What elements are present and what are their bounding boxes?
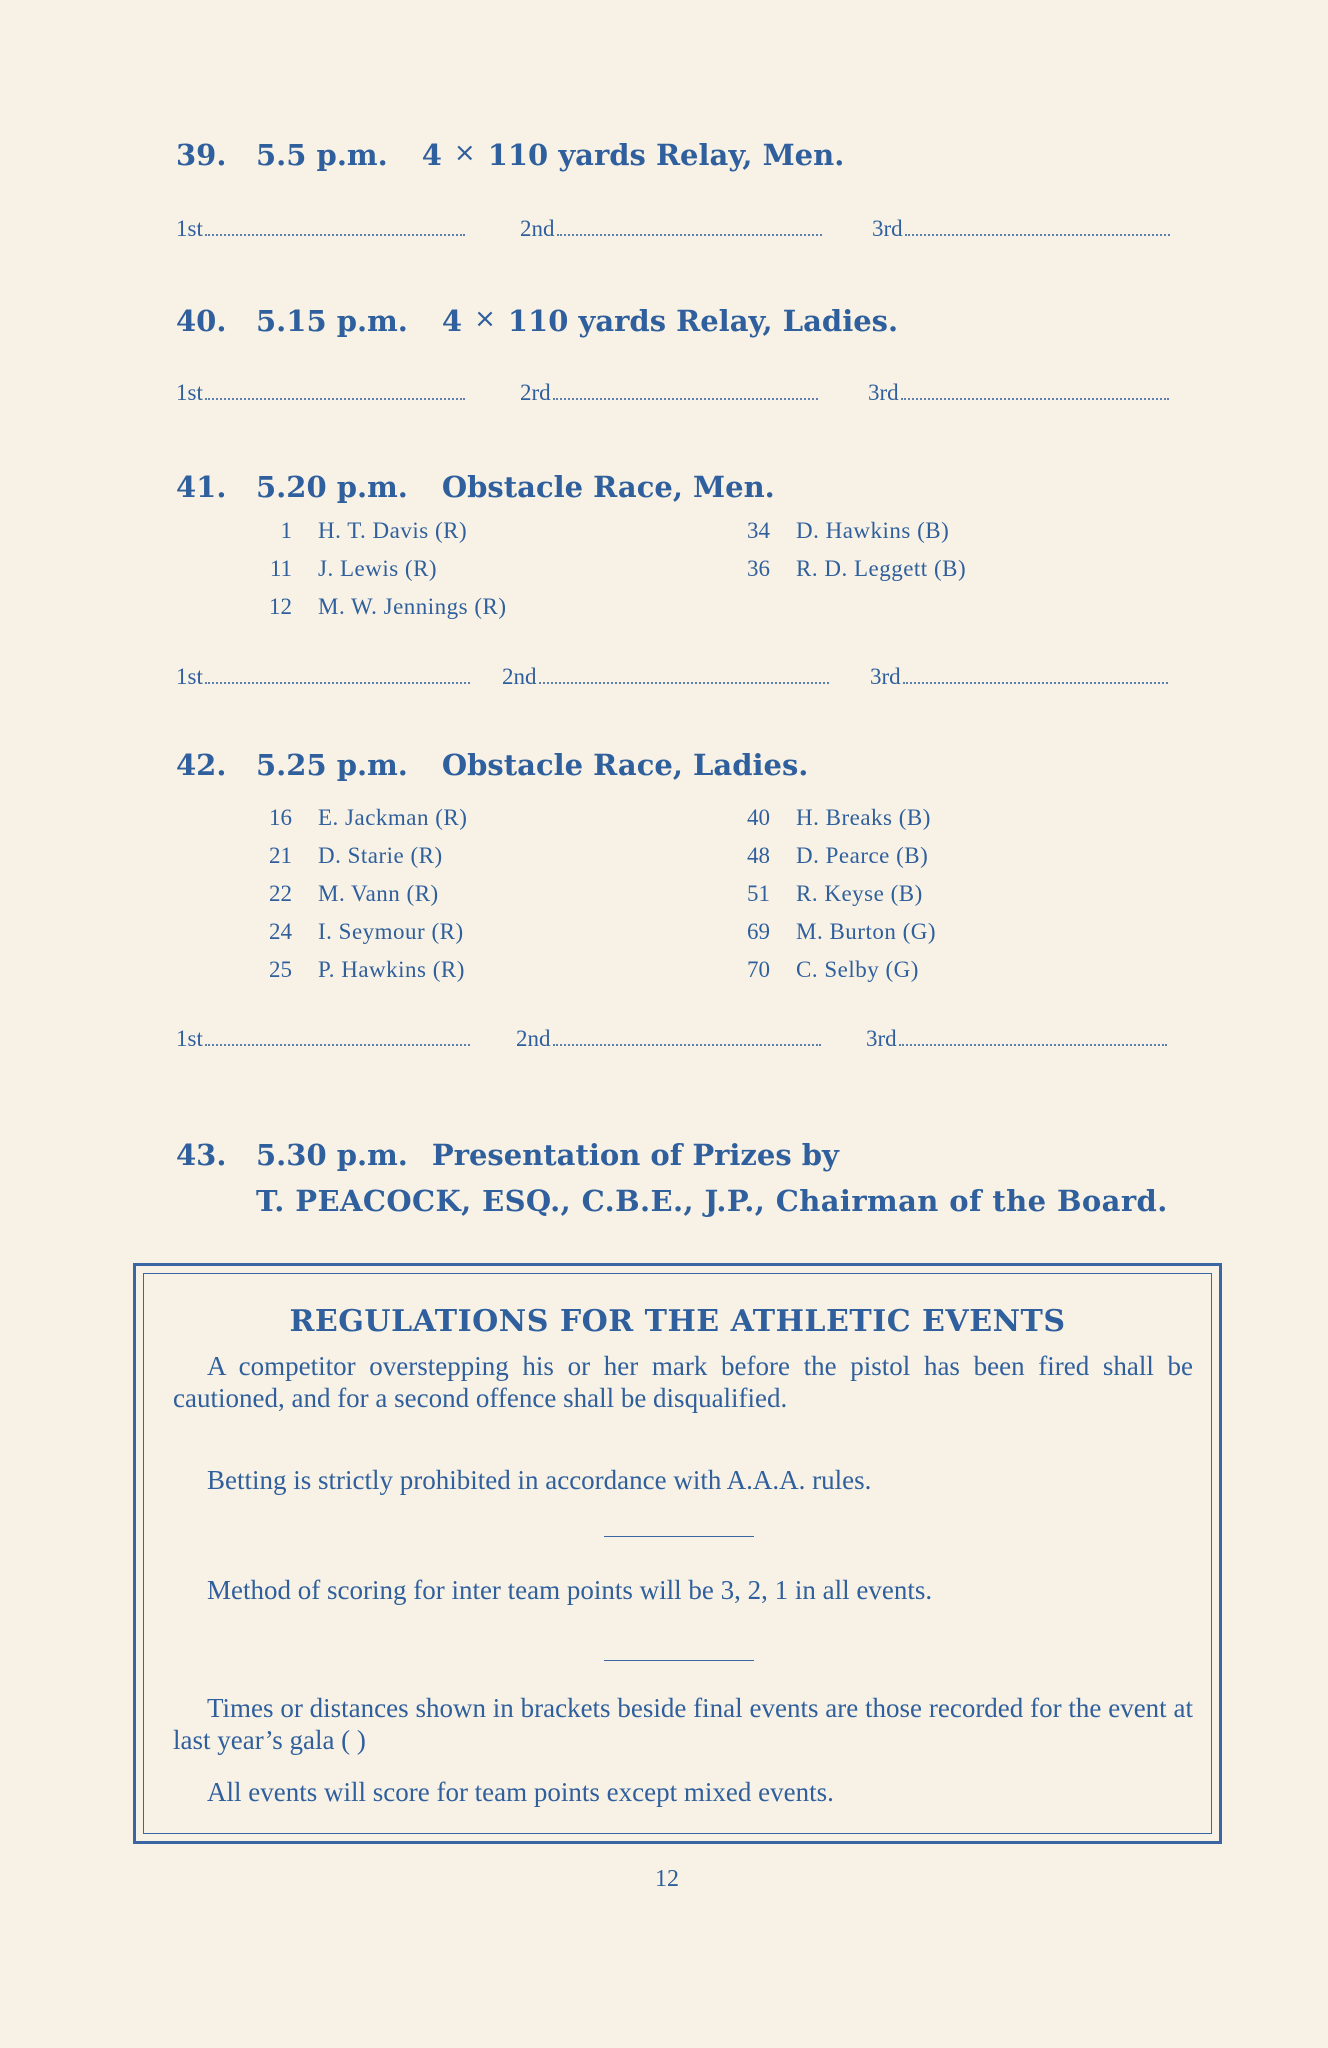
event-39-places	[176, 216, 1176, 250]
relay-count: 4	[441, 304, 463, 338]
entry-number: 48	[747, 843, 770, 868]
entry-number: 70	[747, 957, 770, 982]
entry-name: I. Seymour (R)	[318, 919, 464, 944]
event-39-heading	[176, 138, 1176, 172]
regulations-title: REGULATIONS FOR THE ATHLETIC EVENTS	[289, 1304, 1066, 1339]
event-title: 110 yards Relay, Ladies.	[507, 304, 899, 338]
event-number: 40.	[176, 304, 227, 338]
relay-count: 4	[421, 138, 442, 172]
entry-row	[730, 512, 966, 550]
regulation-scoring: Method of scoring for inter team points will be 3, 2, 1 in all events.	[207, 1575, 933, 1605]
event-42-entries-right	[730, 799, 936, 989]
entry-number: 36	[747, 556, 770, 581]
entry-name: R. D. Leggett (B)	[796, 556, 967, 581]
times-sign: ×	[453, 138, 476, 168]
place-third-label: 3rd	[870, 664, 901, 689]
place-second-label: 2rd	[520, 380, 551, 405]
place-first-label: 1st	[176, 380, 203, 405]
entry-row	[730, 550, 966, 588]
place-second-label: 2nd	[502, 664, 537, 689]
regulation-betting: Betting is strictly prohibited in accordance with A.A.A. rules.	[207, 1465, 872, 1495]
entry-row	[730, 913, 936, 951]
event-time: 5.5 p.m.	[256, 138, 388, 172]
entry-row	[252, 875, 467, 913]
entry-name: M. W. Jennings (R)	[318, 594, 507, 619]
regulation-records: Times or distances shown in brackets beside final events are those recorded for the event at last year’s gala ( )	[173, 1693, 1193, 1755]
entry-number: 25	[269, 957, 292, 982]
place-first-line	[205, 664, 470, 684]
event-42-entries-left	[252, 799, 467, 989]
times-sign: ×	[474, 304, 496, 334]
entry-row	[730, 951, 936, 989]
place-third-line	[901, 380, 1169, 400]
place-second-line	[557, 216, 822, 236]
entry-row	[252, 799, 467, 837]
entry-number: 69	[747, 919, 770, 944]
place-first-line	[205, 380, 465, 400]
entry-number: 1	[280, 518, 292, 543]
presenter-name: T. PEACOCK, ESQ., C.B.E., J.P., Chairman of the Board.	[256, 1184, 1168, 1218]
regulations-box	[133, 1263, 1222, 1844]
entry-name: D. Pearce (B)	[796, 843, 929, 868]
event-number: 43.	[176, 1138, 227, 1172]
entry-name: R. Keyse (B)	[796, 881, 923, 906]
event-41-places	[176, 664, 1176, 698]
place-first-label: 1st	[176, 1026, 203, 1051]
place-first-label: 1st	[176, 664, 203, 689]
event-title: Presentation of Prizes by	[431, 1138, 839, 1172]
regulations-inner-frame	[143, 1273, 1212, 1834]
entry-row	[252, 512, 507, 550]
entry-row	[252, 951, 467, 989]
place-third-label: 3rd	[872, 216, 903, 241]
event-42-heading	[176, 748, 1176, 782]
entry-row	[730, 837, 936, 875]
entry-number: 40	[747, 805, 770, 830]
place-third-label: 3rd	[866, 1026, 897, 1051]
entry-name: M. Burton (G)	[796, 919, 937, 944]
place-second-line	[553, 1026, 821, 1046]
event-time: 5.30 p.m.	[256, 1138, 408, 1172]
entry-number: 51	[747, 881, 770, 906]
place-third-line	[903, 664, 1168, 684]
event-41-heading	[176, 470, 1176, 504]
entry-name: C. Selby (G)	[796, 957, 919, 982]
entry-name: J. Lewis (R)	[318, 556, 438, 581]
event-40-heading	[176, 304, 1176, 338]
event-time: 5.25 p.m.	[256, 748, 408, 782]
entry-name: H. T. Davis (R)	[318, 518, 468, 543]
place-second-line	[539, 664, 829, 684]
event-time: 5.15 p.m.	[256, 304, 408, 338]
place-first-line	[205, 216, 465, 236]
entry-number: 22	[269, 881, 292, 906]
entry-row	[730, 799, 936, 837]
event-title: Obstacle Race, Men.	[441, 470, 775, 504]
regulation-team-points: All events will score for team points except mixed events.	[207, 1777, 834, 1807]
entry-name: E. Jackman (R)	[318, 805, 468, 830]
event-40-places	[176, 380, 1176, 414]
entry-name: M. Vann (R)	[318, 881, 439, 906]
place-first-label: 1st	[176, 216, 203, 241]
event-number: 42.	[176, 748, 227, 782]
event-41-entries-left	[252, 512, 507, 626]
entry-row	[252, 913, 467, 951]
event-number: 41.	[176, 470, 227, 504]
entry-number: 12	[269, 594, 292, 619]
divider	[604, 1660, 754, 1661]
entry-number: 21	[269, 843, 292, 868]
event-number: 39.	[176, 138, 227, 172]
place-third-label: 3rd	[868, 380, 899, 405]
place-second-label: 2nd	[516, 1026, 551, 1051]
entry-name: H. Breaks (B)	[796, 805, 931, 830]
event-title: 110 yards Relay, Men.	[487, 138, 845, 172]
presentation-of-prizes	[176, 1138, 1168, 1218]
event-42-places	[176, 1026, 1176, 1060]
place-third-line	[905, 216, 1170, 236]
entry-number: 16	[269, 805, 292, 830]
place-second-line	[553, 380, 818, 400]
event-41-entries-right	[730, 512, 966, 588]
place-second-label: 2nd	[520, 216, 555, 241]
entry-row	[252, 837, 467, 875]
entry-number: 34	[747, 518, 770, 543]
entry-name: D. Hawkins (B)	[796, 518, 950, 543]
entry-number: 11	[269, 556, 292, 581]
entry-row	[252, 588, 507, 626]
entry-row	[730, 875, 936, 913]
entry-name: P. Hawkins (R)	[318, 957, 465, 982]
place-first-line	[205, 1026, 470, 1046]
event-time: 5.20 p.m.	[256, 470, 408, 504]
entry-name: D. Starie (R)	[318, 843, 443, 868]
divider	[604, 1536, 754, 1537]
entry-row	[252, 550, 507, 588]
page-number: 12	[655, 1866, 679, 1892]
place-third-line	[899, 1026, 1167, 1046]
entry-number: 24	[269, 919, 292, 944]
regulation-false-start: A competitor overstepping his or her mark before the pistol has been fired shall be cautioned, and for a second offence shall be disqualified.	[173, 1351, 1193, 1413]
event-title: Obstacle Race, Ladies.	[441, 748, 809, 782]
